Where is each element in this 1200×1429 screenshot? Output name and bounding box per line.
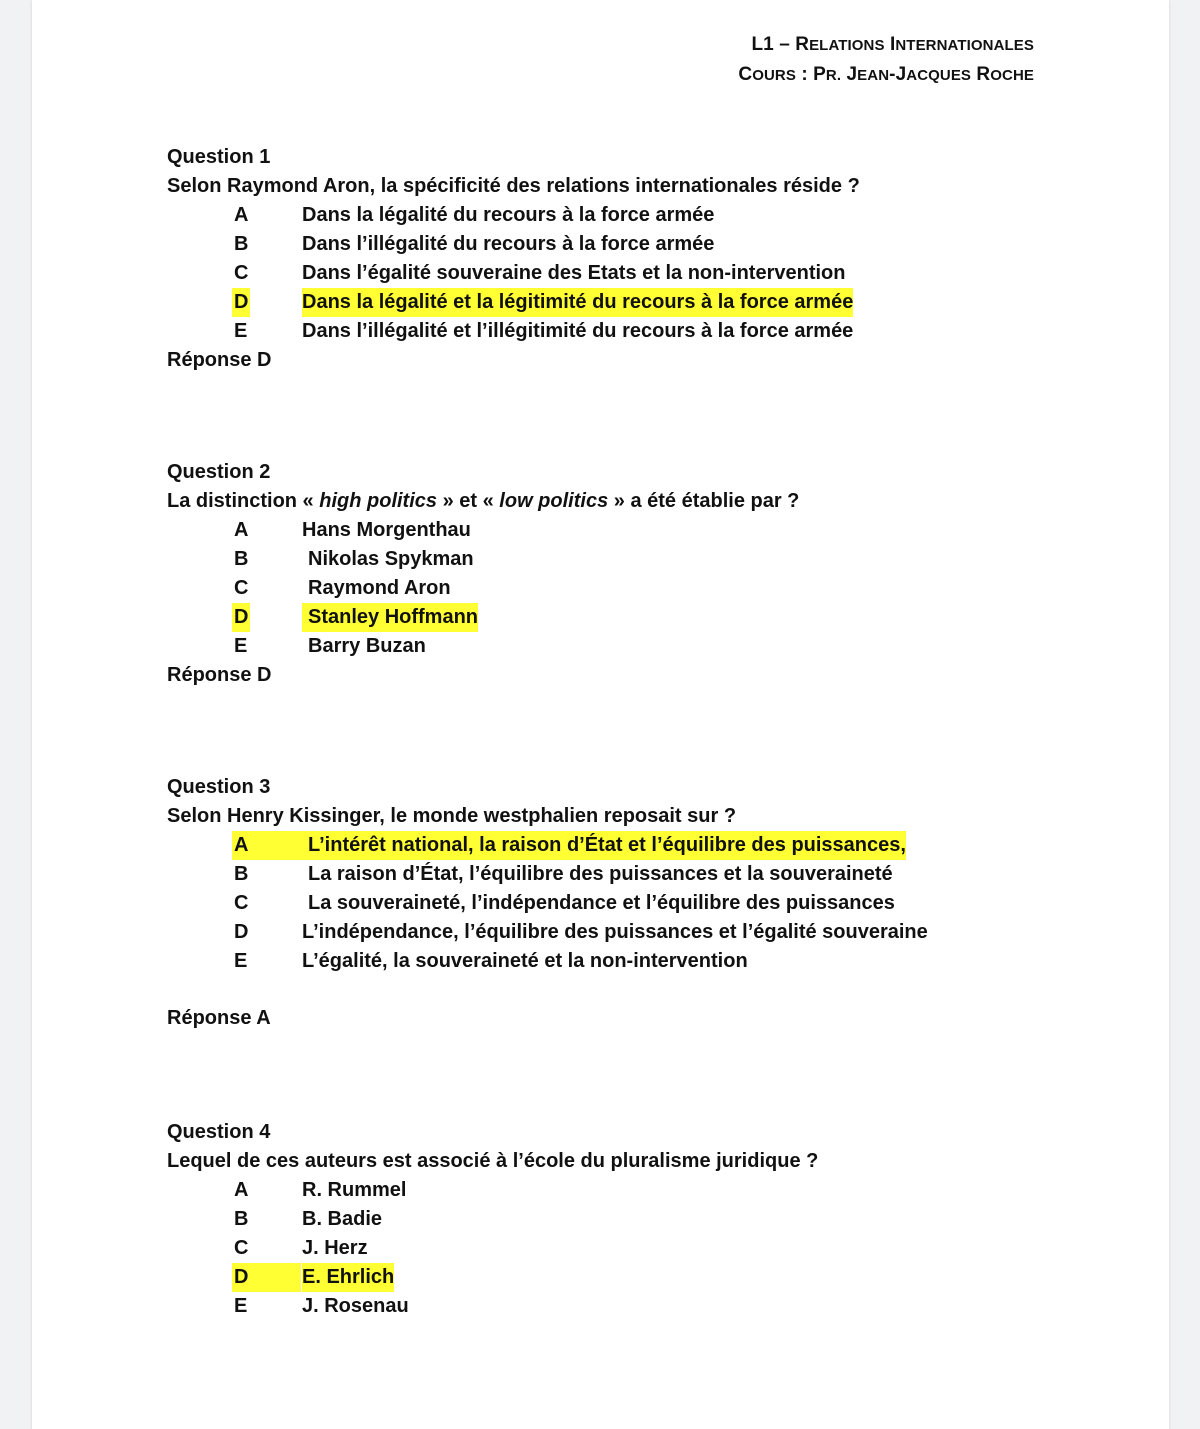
option-letter-highlighted: D [232,288,250,317]
option-e [167,317,860,346]
option-c [167,1234,818,1263]
option-letter: C [234,577,249,599]
question-prompt: Selon Henry Kissinger, le monde westphalien reposait sur ? [167,805,737,827]
option-letter: C [234,262,249,284]
question-title: Question 1 [167,146,271,168]
option-a-correct [167,831,906,860]
option-letter-highlighted: D [232,603,250,632]
option-d-correct [167,288,860,317]
course-professor: COURS : PR. JEAN-JACQUES ROCHE [738,64,1034,85]
option-letter: B [234,1208,249,1230]
option-a [167,1176,818,1205]
option-text: L’indépendance, l’équilibre des puissances et l’égalité souveraine [302,921,928,943]
question-2 [167,458,799,690]
answer-line: Réponse D [167,664,272,686]
option-b [167,860,893,889]
question-1 [167,143,860,375]
option-text: Dans l’illégalité et l’illégitimité du recours à la force armée [302,320,854,342]
question-4 [167,1118,818,1321]
option-letter: E [234,635,248,657]
option-b [167,230,860,259]
option-letter: B [234,233,249,255]
option-d-correct [167,1263,818,1292]
option-text: Dans la légalité du recours à la force armée [302,204,715,226]
option-letter: A [234,1179,249,1201]
option-letter: E [234,1295,248,1317]
option-text-highlighted: L’intérêt national, la raison d’État et l’équilibre des puissances, [308,831,906,860]
option-c [167,889,895,918]
question-title: Question 2 [167,461,271,483]
option-letter: C [234,892,249,914]
question-title: Question 4 [167,1121,271,1143]
option-text: Dans l’égalité souveraine des Etats et la non-intervention [302,262,846,284]
option-d-correct [167,603,799,632]
option-text: La souveraineté, l’indépendance et l’équilibre des puissances [308,892,895,914]
answer-line: Réponse D [167,349,272,371]
spacer [167,976,736,1004]
option-letter: E [234,950,248,972]
option-letter: E [234,320,248,342]
option-letter: A [234,204,249,226]
option-letter: B [234,548,249,570]
course-title: L1 – RELATIONS INTERNATIONALES [751,34,1034,55]
option-text: Dans l’illégalité du recours à la force armée [302,233,715,255]
option-letter: A [234,519,249,541]
option-e [167,1292,818,1321]
option-text: J. Herz [302,1237,368,1259]
question-prompt: La distinction « high politics » et « low politics » a été établie par ? [167,490,800,512]
option-b [167,545,799,574]
option-text: R. Rummel [302,1179,407,1201]
option-letter-highlighted: D [232,1263,301,1292]
option-text: La raison d’État, l’équilibre des puissances et la souveraineté [308,863,893,885]
question-prompt: Lequel de ces auteurs est associé à l’école du pluralisme juridique ? [167,1150,819,1172]
course-header [738,30,1034,90]
option-text: Raymond Aron [308,577,451,599]
option-letter: C [234,1237,249,1259]
option-text: Hans Morgenthau [302,519,471,541]
question-prompt: Selon Raymond Aron, la spécificité des relations internationales réside ? [167,175,860,197]
option-d [167,918,928,947]
option-e [167,632,799,661]
option-text: B. Badie [302,1208,383,1230]
option-text: Barry Buzan [308,635,426,657]
option-e [167,947,748,976]
question-title: Question 3 [167,776,271,798]
option-text-highlighted: E. Ehrlich [302,1263,394,1292]
option-a [167,201,860,230]
option-a [167,516,799,545]
option-letter: B [234,863,249,885]
option-c [167,259,860,288]
question-3 [167,773,928,1033]
option-letter-highlighted: A [232,831,310,860]
option-letter: D [234,921,249,943]
option-c [167,574,799,603]
option-text: L’égalité, la souveraineté et la non-intervention [302,950,748,972]
option-text-highlighted: Dans la légalité et la légitimité du recours à la force armée [302,288,853,317]
document-page [32,0,1169,1429]
option-text: J. Rosenau [302,1295,409,1317]
option-b [167,1205,818,1234]
option-text-highlighted: Stanley Hoffmann [302,603,478,632]
option-text: Nikolas Spykman [308,548,474,570]
answer-line: Réponse A [167,1007,271,1029]
